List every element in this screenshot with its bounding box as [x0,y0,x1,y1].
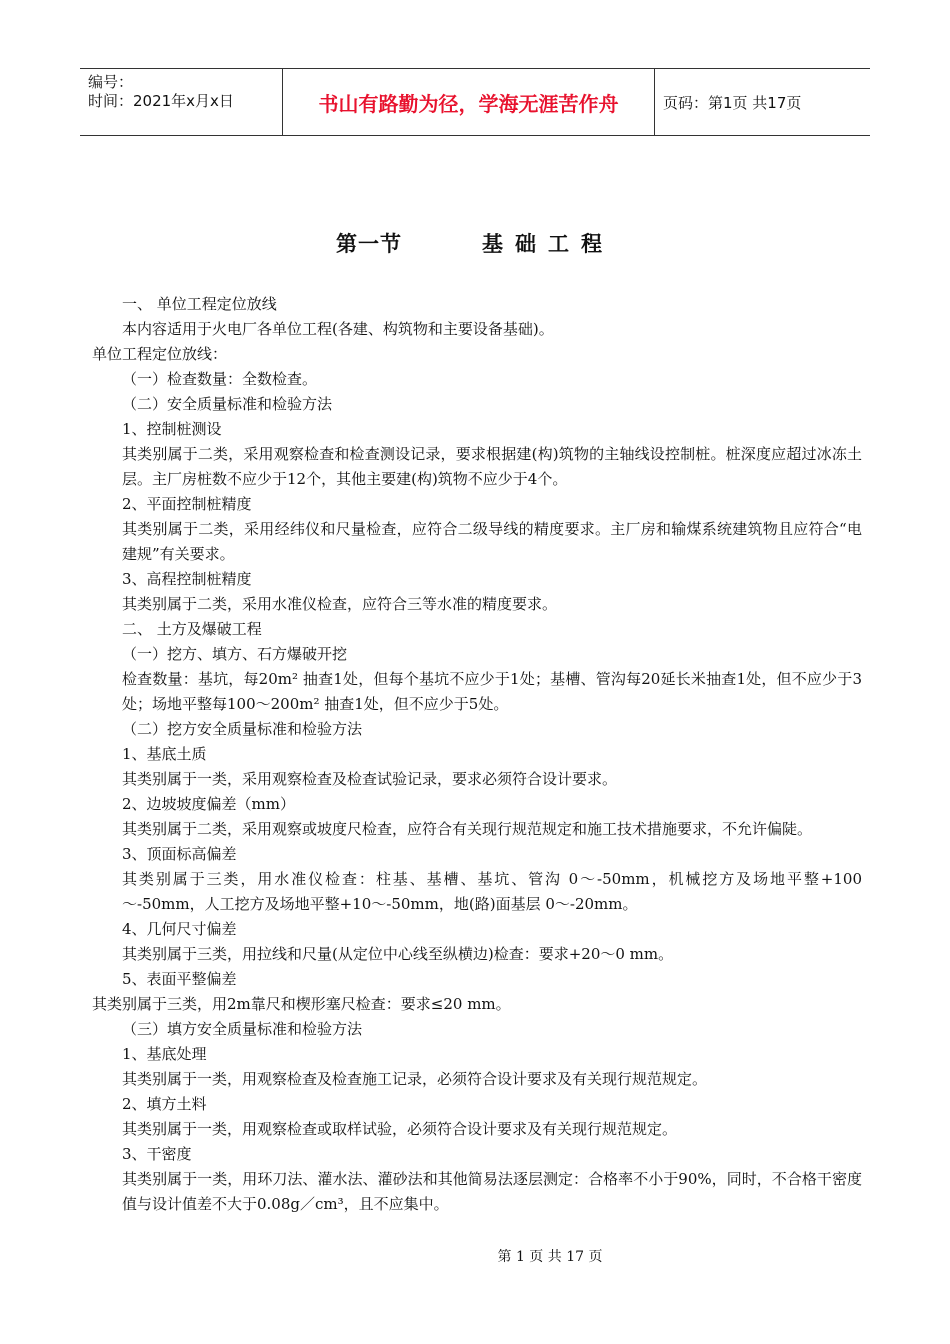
item-heading: 3、顶面标高偏差 [122,845,237,863]
paragraph: 其类别属于二类，采用观察检查和检查测设记录，要求根据建(构)筑物的主轴线设控制桩。桩深度应超过冰冻土层。主厂房桩数不应少于12个，其他主要建(构)筑物不应少于4个。 [122,445,862,488]
subheading: （二）挖方安全质量标准和检验方法 [122,720,363,738]
paragraph: 其类别属于二类，采用水准仪检查，应符合三等水准的精度要求。 [122,595,558,613]
document-date: 时间：2021年x月x日 [88,92,234,110]
item-heading: 2、填方土料 [122,1095,207,1113]
item-heading: 3、高程控制桩精度 [122,570,252,588]
section-title [0,228,950,258]
section-title-number: 第一节 [336,232,402,256]
item-heading: 2、边坡坡度偏差（mm） [122,795,295,813]
paragraph: 单位工程定位放线： [92,345,228,363]
item-heading: 3、干密度 [122,1145,192,1163]
paragraph: 其类别属于一类，用观察检查或取样试验，必须符合设计要求及有关现行规范规定。 [122,1120,678,1138]
item-heading: 4、几何尺寸偏差 [122,920,237,938]
paragraph: 其类别属于三类，用水准仪检查：柱基、基槽、基坑、管沟 0～-50mm，机械挖方及场地平整+100～-50mm，人工挖方及场地平整+10～-50mm，地(路)面基层 0～-20mm。 [122,870,862,913]
item-heading: 1、基底土质 [122,745,207,763]
paragraph: 检查数量：基坑，每20m² 抽查1处，但每个基坑不应少于1处；基槽、管沟每20延长米抽查1处，但不应少于3处；场地平整每100～200m² 抽查1处，但不应少于5处。 [122,670,862,713]
section-title-name: 基础工程 [482,232,614,256]
header-page-info: 页码：第1页 共17页 [663,93,802,112]
subheading: （一）挖方、填方、石方爆破开挖 [122,645,348,663]
paragraph: 其类别属于一类，用观察检查及检查施工记录，必须符合设计要求及有关现行规范规定。 [122,1070,708,1088]
paragraph: 其类别属于一类，用环刀法、灌水法、灌砂法和其他简易法逐层测定：合格率不小于90%，同时，不合格干密度值与设计值差不大于0.08g／cm³，且不应集中。 [122,1170,862,1213]
paragraph: 其类别属于一类，采用观察检查及检查试验记录，要求必须符合设计要求。 [122,770,618,788]
paragraph: 其类别属于三类，用拉线和尺量(从定位中心线至纵横边)检查：要求+20～0 mm。 [122,945,674,963]
subheading: （一）检查数量：全数检查。 [122,370,318,388]
paragraph: 其类别属于三类，用2m靠尺和楔形塞尺检查：要求≤20 mm。 [92,995,511,1013]
item-heading: 2、平面控制桩精度 [122,495,252,513]
document-code-label: 编号： [88,73,134,91]
heading-1: 一、 单位工程定位放线 [122,295,277,313]
subheading: （二）安全质量标准和检验方法 [122,395,333,413]
paragraph: 本内容适用于火电厂各单位工程(各建、构筑物和主要设备基础)。 [122,320,554,338]
paragraph: 其类别属于二类，采用经纬仪和尺量检查，应符合二级导线的精度要求。主厂房和输煤系统建筑物且应符合“电建规”有关要求。 [122,520,862,563]
page-footer: 第 1 页 共 17 页 [497,1249,603,1265]
paragraph: 其类别属于二类，采用观察或坡度尺检查，应符合有关现行规范规定和施工技术措施要求，不允许偏陡。 [122,820,813,838]
header-motto: 书山有路勤为径，学海无涯苦作舟 [283,69,655,135]
page-header [80,68,870,136]
document-body [92,292,862,1217]
header-left-cell [80,69,283,135]
subheading: （三）填方安全质量标准和检验方法 [122,1020,363,1038]
item-heading: 5、表面平整偏差 [122,970,237,988]
item-heading: 1、基底处理 [122,1045,207,1063]
item-heading: 1、控制桩测设 [122,420,222,438]
heading-2: 二、 土方及爆破工程 [122,620,262,638]
